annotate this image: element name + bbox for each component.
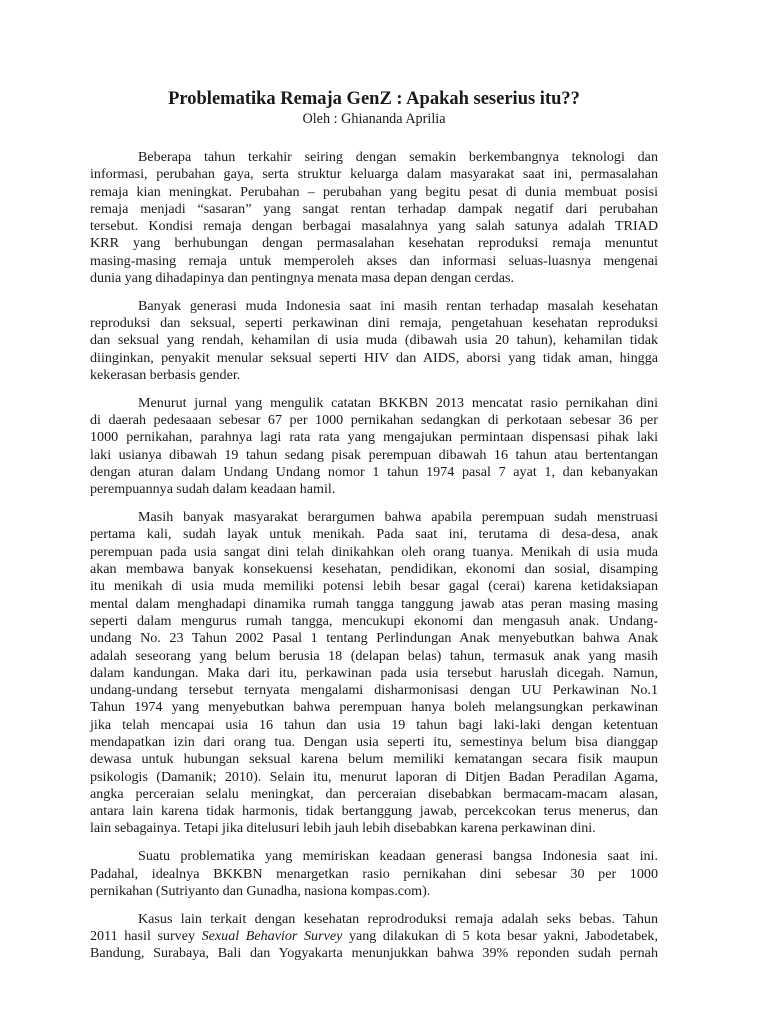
paragraph-4 <box>90 509 658 838</box>
paragraph-line: informasi, perubahan gaya, serta struktur keluarga dalam masyarakat saat ini, permasalahan <box>90 166 658 183</box>
paragraph-line: Suatu problematika yang memiriskan keadaan generasi bangsa Indonesia saat ini. <box>138 848 658 865</box>
paragraph-line: itu menikah di usia muda memiliki potensi lebih besar gagal (cerai) karena ketidaksiapan <box>90 578 658 595</box>
paragraph-line: reproduksi dan seksual, seperti perkawinan dini remaja, pengetahuan kesehatan reproduksi <box>90 315 658 332</box>
text-span: yang dilakukan di 5 kota besar yakni, Jabodetabek, <box>342 927 659 944</box>
paragraph-line: remaja menjadi “sasaran” yang sangat rentan terhadap dampak negatif dari perubahan <box>90 200 658 217</box>
paragraph-line: pernikahan (Sutriyanto dan Gunadha, nasiona kompas.com). <box>90 882 431 899</box>
paragraph-line: jika telah mencapai usia 16 tahun dan usia 19 tahun bagi laki-laki dengan ketentuan <box>90 716 658 733</box>
paragraph-line: tersebut. Kondisi remaja dengan berbagai masalahnya yang salah satunya adalah TRIAD <box>90 218 658 235</box>
paragraph-line: undang-undang tersebut ternyata mengalami disharmonisasi dengan UU Perkawinan No.1 <box>90 682 658 699</box>
text-span: 2011 hasil survey <box>90 927 202 944</box>
paragraph-line: Tahun 1974 yang menyebutkan bahwa perempuan hanya boleh melangsungkan perkawinan <box>90 699 658 716</box>
paragraph-2 <box>90 298 658 384</box>
paragraph-line: undang No. 23 Tahun 2002 Pasal 1 tentang Perlindungan Anak menyebutkan bahwa Anak <box>90 630 658 647</box>
paragraph-1 <box>90 149 658 287</box>
paragraph-6 <box>90 911 658 963</box>
document-page <box>90 88 658 973</box>
paragraph-line: dengan aturan dalam Undang Undang nomor 1 tahun 1974 pasal 7 ayat 1, dan kebanyakan <box>90 464 658 481</box>
paragraph-5 <box>90 848 658 900</box>
paragraph-line <box>90 928 658 945</box>
paragraph-line: KRR yang berhubungan dengan permasalahan kesehatan reproduksi remaja menuntut <box>90 235 658 252</box>
paragraph-line: remaja kian meningkat. Perubahan – perubahan yang begitu pesat di dunia membuat posisi <box>90 183 658 200</box>
paragraph-line: perempuan pada usia sangat dini telah dinikahkan oleh orang tuanya. Menikah di usia muda <box>90 543 658 560</box>
paragraph-line: diinginkan, penyakit menular seksual seperti HIV dan AIDS, aborsi yang tidak aman, hingga <box>90 349 658 366</box>
paragraph-3 <box>90 395 658 499</box>
article-author: Oleh : Ghiananda Aprilia <box>302 111 446 127</box>
survey-name: Sexual Behavior Survey <box>201 927 343 944</box>
paragraph-line: laki usianya dibawah 19 tahun sedang pisak perempuan dibawah 16 tahun atau bertentangan <box>90 446 658 463</box>
paragraph-line: mental dalam menghadapi dinamika rumah tangga tanggung jawab atas peran masing masing <box>90 595 658 612</box>
paragraph-line: angka perceraian selalu meningkat, dan perceraian disebabkan bermacam-macam alasan, <box>90 785 658 802</box>
paragraph-line: perempuannya sudah dalam keadaan hamil. <box>90 481 336 498</box>
article-body <box>90 149 658 963</box>
paragraph-line: akan membawa banyak konsekuensi kesehatan, pendidikan, ekonomi dan sosial, disamping <box>90 561 658 578</box>
paragraph-line: kekerasan berbasis gender. <box>90 367 241 384</box>
paragraph-line: Padahal, idealnya BKKBN menargetkan rasio pernikahan dini sebesar 30 per 1000 <box>90 865 658 882</box>
paragraph-line: lain sebagainya. Tetapi jika ditelusuri lebih jauh lebih disebabkan karena perkawinan dini. <box>90 820 596 837</box>
paragraph-line: Bandung, Surabaya, Bali dan Yogyakarta menunjukkan bahwa 39% reponden sudah pernah <box>90 945 658 962</box>
paragraph-line: pertama kali, sudah layak untuk menikah. Pada saat ini, terutama di desa-desa, anak <box>90 526 658 543</box>
paragraph-line: di daerah pedesaaan sebesar 67 per 1000 pernikahan sedangkan di perkotaan sebesar 36 per <box>90 412 658 429</box>
paragraph-line: masing-masing remaja untuk memperoleh akses dan informasi seluas-luasnya mengenai <box>90 252 658 269</box>
paragraph-line: Banyak generasi muda Indonesia saat ini masih rentan terhadap masalah kesehatan <box>138 297 658 314</box>
paragraph-line: adalah seseorang yang belum berusia 18 (delapan belas) tahun, termasuk anak yang masih <box>90 647 658 664</box>
paragraph-line: 1000 pernikahan, parahnya lagi rata rata yang mengajukan permintaan dispensasi pihak laki <box>90 429 658 446</box>
paragraph-line: dalam kandungan. Maka dari itu, perkawinan pada usia tersebut haruslah dicegah. Namun, <box>90 664 658 681</box>
paragraph-line: Beberapa tahun terkahir seiring dengan semakin berkembangnya teknologi dan <box>138 149 658 165</box>
paragraph-line: mendapatkan izin dari orang tua. Dengan usia seperti itu, semestinya belum bisa dianggap <box>90 734 658 750</box>
paragraph-line: Kasus lain terkait dengan kesehatan reprodroduksi remaja adalah seks bebas. Tahun <box>138 910 658 927</box>
paragraph-line: Masih banyak masyarakat berargumen bahwa apabila perempuan sudah menstruasi <box>138 509 658 526</box>
article-title: Problematika Remaja GenZ : Apakah seserius itu?? <box>168 89 580 109</box>
paragraph-line: Menurut jurnal yang mengulik catatan BKKBN 2013 mencatat rasio pernikahan dini <box>138 394 658 411</box>
paragraph-line: antara lain karena tidak harmonis, tidak bertanggung jawab, percekcokan terus menerus, dan <box>90 803 658 820</box>
paragraph-line: psikologis (Damanik; 2010). Selain itu, menurut laporan di Ditjen Badan Peradilan Agama, <box>90 768 658 785</box>
paragraph-line: dan seksual yang rendah, kehamilan di usia muda (dibawah usia 20 tahun), kehamilan tidak <box>90 332 658 349</box>
paragraph-line: dunia yang dihadapinya dan pentingnya menata masa depan dengan cerdas. <box>90 270 514 287</box>
paragraph-line: seperti dalam mengurus rumah tangga, mencukupi ekonomi dan mengasuh anak. Undang- <box>90 612 658 629</box>
paragraph-line: dewasa untuk hubungan seksual karena belum memiliki kematangan secara fisik maupun <box>90 751 658 768</box>
